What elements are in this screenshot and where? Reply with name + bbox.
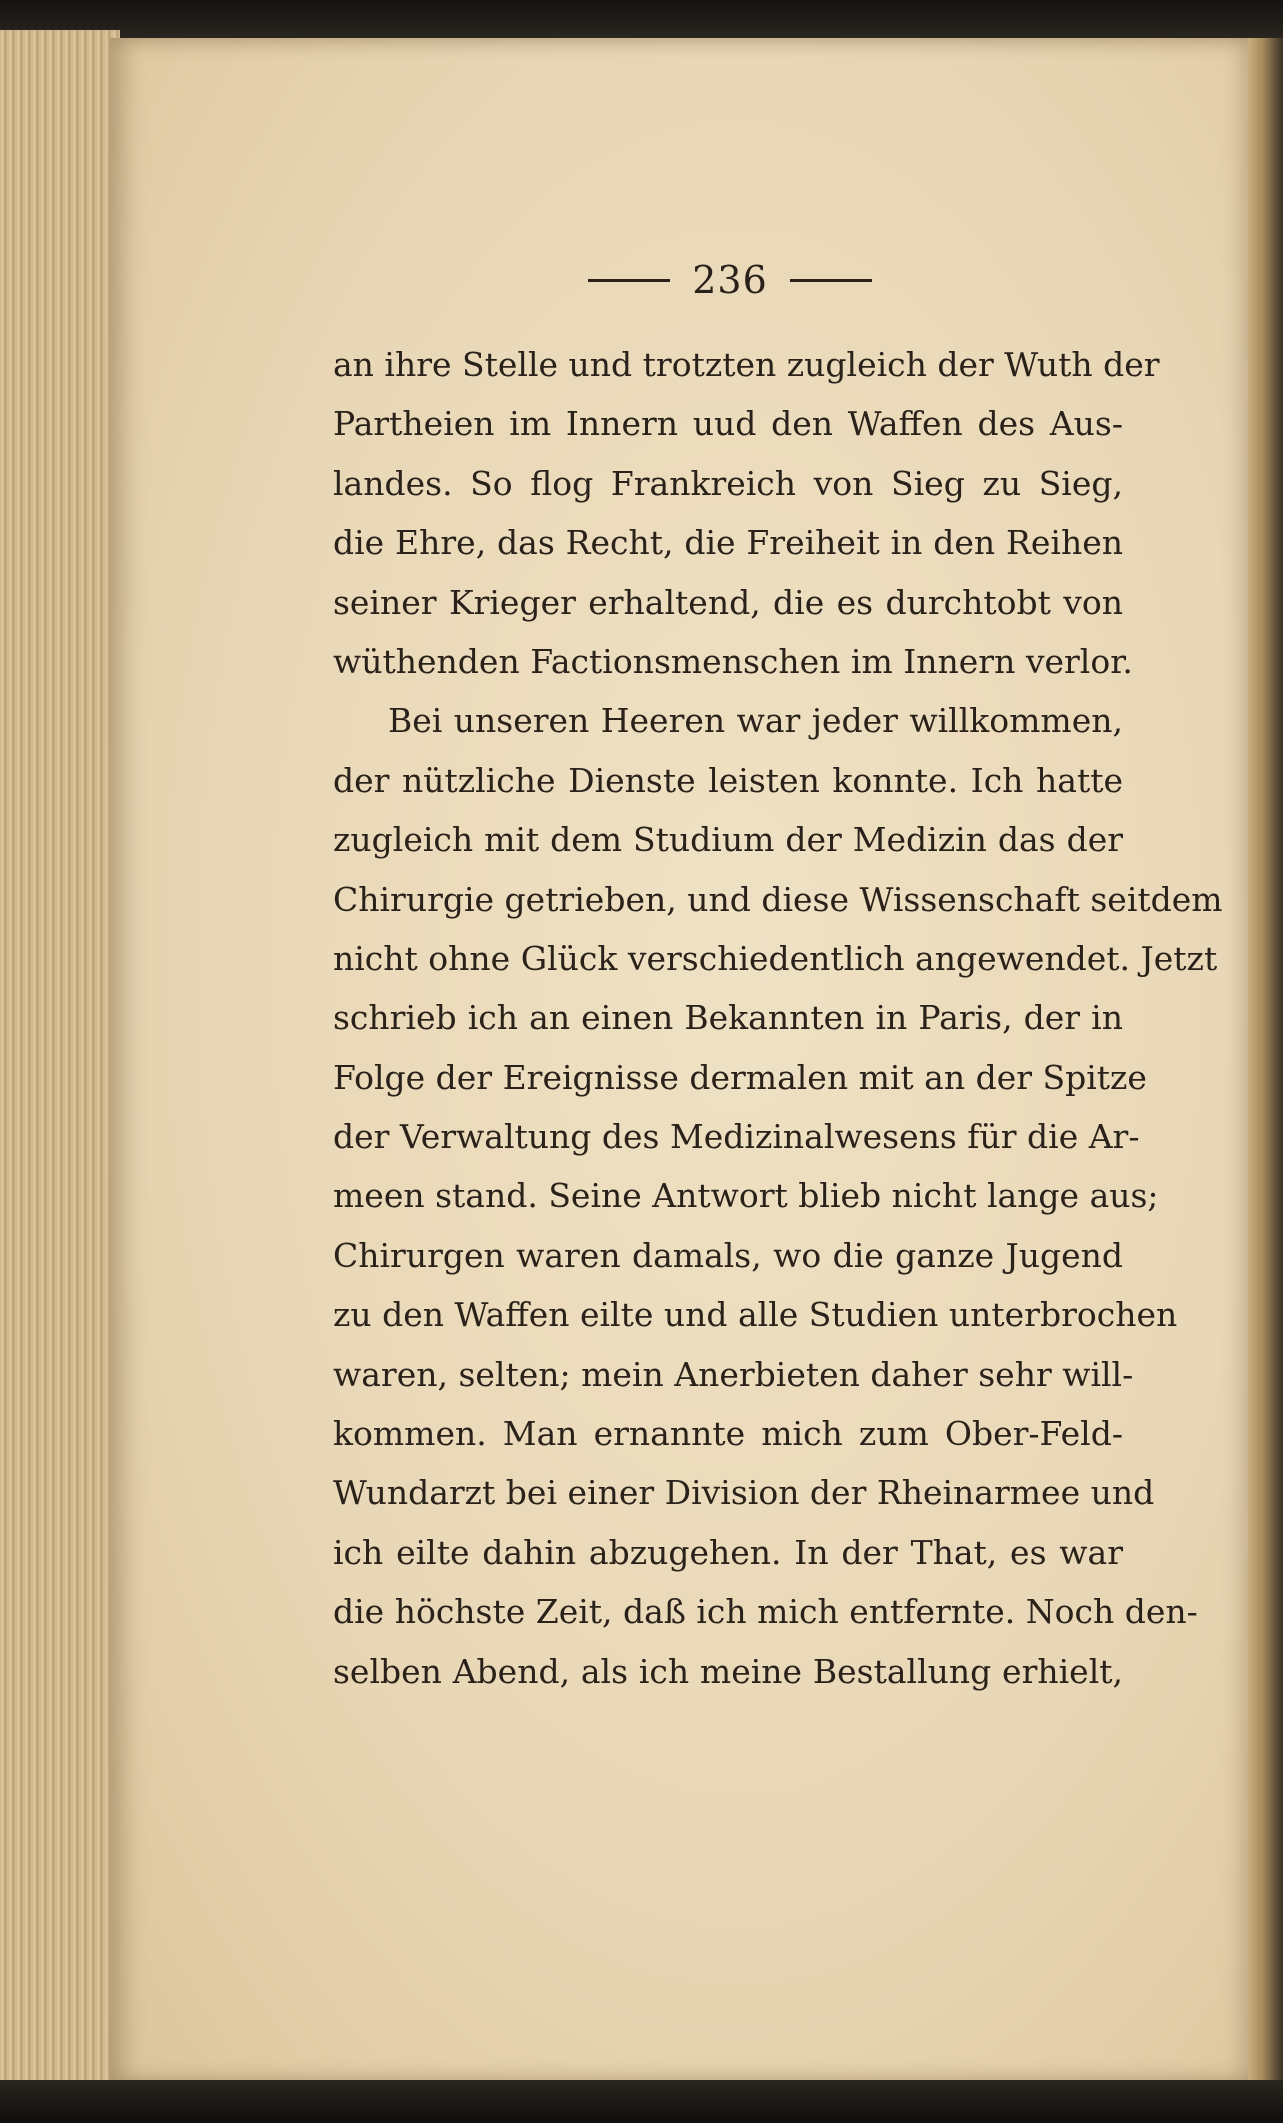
text-line: selben Abend, als ich meine Bestallung erhielt, xyxy=(333,1651,1123,1691)
text-line: Folge der Ereignisse dermalen mit an der Spitze xyxy=(333,1057,1147,1097)
text-line: Wundarzt bei einer Division der Rheinarmee und xyxy=(333,1473,1155,1513)
text-line: landes. So flog Frankreich von Sieg zu Sieg, xyxy=(333,463,1123,503)
text-line: Chirurgen waren damals, wo die ganze Jugend xyxy=(333,1235,1123,1275)
text-line: meen stand. Seine Antwort blieb nicht lange aus; xyxy=(333,1176,1159,1216)
text-line: schrieb ich an einen Bekannten in Paris, der in xyxy=(333,998,1123,1038)
text-line: die höchste Zeit, daß ich mich entfernte. Noch den- xyxy=(333,1592,1198,1632)
body-text xyxy=(333,335,1223,1701)
text-line: zu den Waffen eilte und alle Studien unterbrochen xyxy=(333,1295,1178,1335)
text-line: der Verwaltung des Medizinalwesens für die Ar- xyxy=(333,1117,1140,1157)
gutter-edge xyxy=(1248,38,1283,2083)
text-line: nicht ohne Glück verschiedentlich angewendet. Jetzt xyxy=(333,938,1218,978)
text-line: waren, selten; mein Anerbieten daher sehr will- xyxy=(333,1354,1134,1394)
text-line: die Ehre, das Recht, die Freiheit in den Reihen xyxy=(333,523,1123,563)
page-header xyxy=(560,250,900,310)
header-rule-right xyxy=(790,279,872,282)
text-line: Chirurgie getrieben, und diese Wissenschaft seitdem xyxy=(333,879,1223,919)
text-line: Partheien im Innern uud den Waffen des Aus- xyxy=(333,404,1123,444)
text-line: Bei unseren Heeren war jeder willkommen, xyxy=(388,701,1123,741)
text-line: wüthenden Factionsmenschen im Innern verlor. xyxy=(333,641,1133,681)
header-rule-left xyxy=(588,279,670,282)
page-number: 236 xyxy=(692,258,768,302)
text-line: ich eilte dahin abzugehen. In der That, es war xyxy=(333,1532,1123,1572)
top-book-edge xyxy=(0,0,1283,40)
page-stack-edge xyxy=(0,30,120,2090)
text-line: der nützliche Dienste leisten konnte. Ich hatte xyxy=(333,760,1123,800)
bottom-book-edge xyxy=(0,2080,1283,2123)
text-line: kommen. Man ernannte mich zum Ober-Feld- xyxy=(333,1414,1123,1454)
text-line: seiner Krieger erhaltend, die es durchtobt von xyxy=(333,582,1123,622)
text-line: an ihre Stelle und trotzten zugleich der Wuth der xyxy=(333,345,1160,384)
text-line: zugleich mit dem Studium der Medizin das der xyxy=(333,820,1123,860)
